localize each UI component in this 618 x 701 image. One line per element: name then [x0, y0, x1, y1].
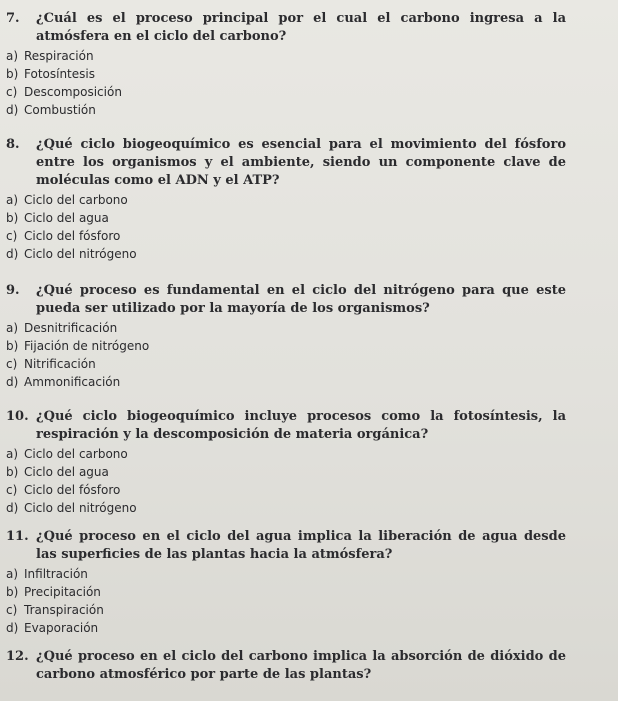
option-text: Ciclo del nitrógeno — [24, 501, 137, 515]
question-12 — [6, 648, 566, 684]
option-letter: b) — [6, 465, 19, 479]
option-b — [6, 337, 566, 355]
question-text: ¿Qué proceso en el ciclo del carbono implica la absorción de dióxido de carbono atmosférico por parte de las plantas? — [36, 649, 566, 682]
option-text: Nitrificación — [24, 357, 96, 371]
option-letter: b) — [6, 339, 19, 353]
question-8 — [6, 136, 566, 263]
option-text: Transpiración — [24, 603, 104, 617]
option-letter: b) — [6, 211, 19, 225]
question-text: ¿Qué ciclo biogeoquímico es esencial para el movimiento del fósforo entre los organismos y el ambiente, siendo un componente clave de moléculas como el ADN y el ATP? — [36, 137, 566, 188]
option-d — [6, 499, 566, 517]
option-text: Ciclo del carbono — [24, 447, 128, 461]
option-text: Ciclo del carbono — [24, 193, 128, 207]
option-a — [6, 47, 566, 65]
option-a — [6, 565, 566, 583]
option-text: Ciclo del nitrógeno — [24, 247, 137, 261]
option-letter: c) — [6, 603, 18, 617]
option-letter: d) — [6, 103, 19, 117]
option-letter: c) — [6, 85, 18, 99]
option-text: Fotosíntesis — [24, 67, 95, 81]
option-letter: a) — [6, 567, 19, 581]
option-letter: b) — [6, 585, 19, 599]
option-letter: a) — [6, 49, 19, 63]
option-text: Ciclo del agua — [24, 465, 109, 479]
option-text: Evaporación — [24, 621, 99, 635]
option-a — [6, 445, 566, 463]
option-c — [6, 601, 566, 619]
option-letter: c) — [6, 483, 18, 497]
option-b — [6, 209, 566, 227]
question-number: 11. — [6, 529, 29, 544]
option-b — [6, 583, 566, 601]
option-c — [6, 227, 566, 245]
option-text: Combustión — [24, 103, 96, 117]
option-letter: a) — [6, 321, 19, 335]
question-10 — [6, 408, 566, 517]
option-d — [6, 245, 566, 263]
option-letter: a) — [6, 193, 19, 207]
option-letter: d) — [6, 375, 19, 389]
option-letter: d) — [6, 621, 19, 635]
option-d — [6, 101, 566, 119]
option-d — [6, 619, 566, 637]
option-a — [6, 319, 566, 337]
option-letter: b) — [6, 67, 19, 81]
question-number: 10. — [6, 409, 29, 424]
option-b — [6, 463, 566, 481]
option-letter: d) — [6, 247, 19, 261]
question-11 — [6, 528, 566, 637]
question-7 — [6, 10, 566, 119]
option-text: Precipitación — [24, 585, 101, 599]
option-text: Infiltración — [24, 567, 88, 581]
options-list — [6, 565, 566, 637]
question-9 — [6, 282, 566, 391]
question-text: ¿Qué proceso es fundamental en el ciclo del nitrógeno para que este pueda ser utilizado por la mayoría de los organismos? — [36, 283, 566, 316]
question-number: 8. — [6, 137, 20, 152]
option-c — [6, 355, 566, 373]
options-list — [6, 319, 566, 391]
question-number: 9. — [6, 283, 20, 298]
option-letter: c) — [6, 357, 18, 371]
option-text: Fijación de nitrógeno — [24, 339, 150, 353]
question-number: 12. — [6, 649, 29, 664]
option-text: Respiración — [24, 49, 94, 63]
question-number: 7. — [6, 11, 20, 26]
option-b — [6, 65, 566, 83]
options-list — [6, 191, 566, 263]
option-letter: c) — [6, 229, 18, 243]
option-text: Desnitrificación — [24, 321, 118, 335]
option-text: Ciclo del fósforo — [24, 229, 121, 243]
question-text: ¿Cuál es el proceso principal por el cual el carbono ingresa a la atmósfera en el ciclo del carbono? — [36, 11, 566, 44]
option-text: Ammonificación — [24, 375, 121, 389]
option-text: Descomposición — [24, 85, 122, 99]
question-text: ¿Qué proceso en el ciclo del agua implica la liberación de agua desde las superficies de las plantas hacia la atmósfera? — [36, 529, 566, 562]
option-d — [6, 373, 566, 391]
options-list — [6, 445, 566, 517]
option-letter: a) — [6, 447, 19, 461]
option-text: Ciclo del fósforo — [24, 483, 121, 497]
option-text: Ciclo del agua — [24, 211, 109, 225]
option-c — [6, 481, 566, 499]
options-list — [6, 47, 566, 119]
option-letter: d) — [6, 501, 19, 515]
question-text: ¿Qué ciclo biogeoquímico incluye procesos como la fotosíntesis, la respiración y la descomposición de materia orgánica? — [36, 409, 566, 442]
option-a — [6, 191, 566, 209]
option-c — [6, 83, 566, 101]
